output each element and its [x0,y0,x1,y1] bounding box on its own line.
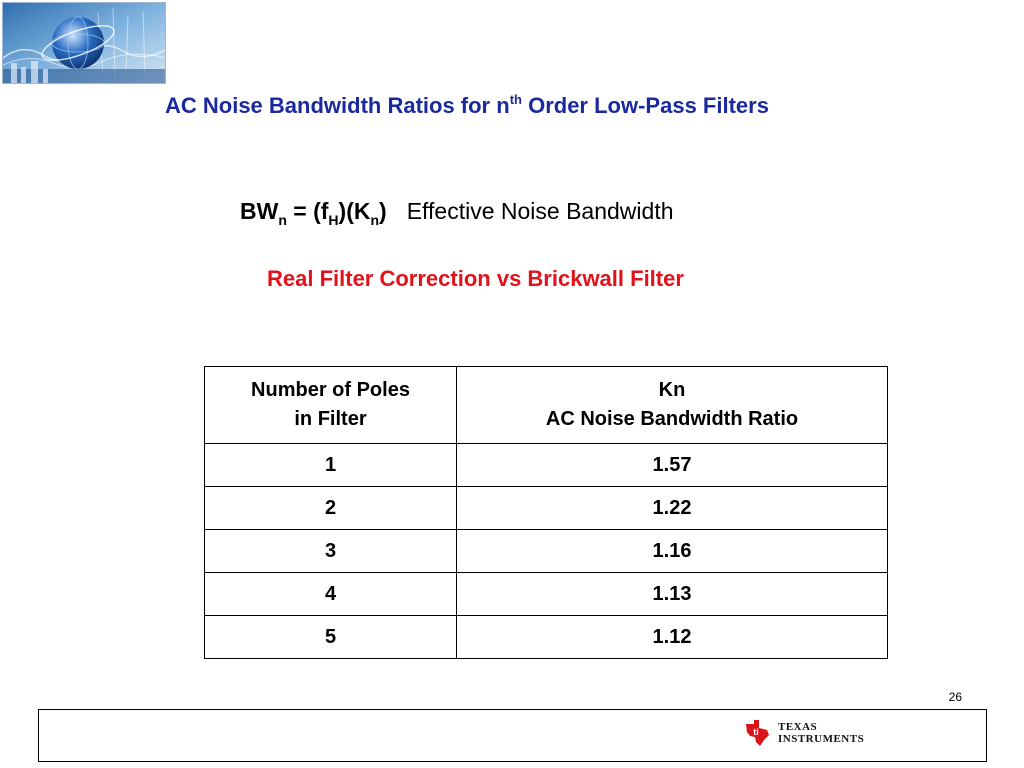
kn-cell: 1.12 [457,616,888,659]
formula-line [240,198,674,228]
ti-state-icon [742,718,772,748]
table-row [205,530,888,573]
kn-cell: 1.16 [457,530,888,573]
slide-title [165,93,769,119]
svg-text:ti: ti [753,727,759,737]
bandwidth-formula: $BW_n = (f_H)(K_n)$ [240,198,387,228]
header-kn: Kn AC Noise Bandwidth Ratio [457,367,888,444]
table-row [205,487,888,530]
poles-cell: 1 [205,444,457,487]
texas-instruments-logo [742,718,864,748]
header-poles: Number of Poles in Filter [205,367,457,444]
poles-cell: 2 [205,487,457,530]
poles-cell: 3 [205,530,457,573]
formula-description: Effective Noise Bandwidth [406,198,674,224]
table-row [205,616,888,659]
poles-cell: 5 [205,616,457,659]
noise-bandwidth-table [204,366,888,659]
title-rest: Order Low-Pass Filters [521,93,769,118]
title-superscript: th [509,92,522,107]
table-header-row [205,367,888,444]
page-number: 26 [948,690,962,704]
kn-cell: 1.13 [457,573,888,616]
header-globe-image [2,2,166,84]
ti-wordmark: TEXAS INSTRUMENTS [778,721,865,745]
table-row [205,573,888,616]
table-row [205,444,888,487]
slide-subtitle: Real Filter Correction vs Brickwall Filter [267,266,684,291]
kn-cell: 1.22 [457,487,888,530]
poles-cell: 4 [205,573,457,616]
kn-cell: 1.57 [457,444,888,487]
title-main: AC Noise Bandwidth Ratios for n [165,93,510,118]
